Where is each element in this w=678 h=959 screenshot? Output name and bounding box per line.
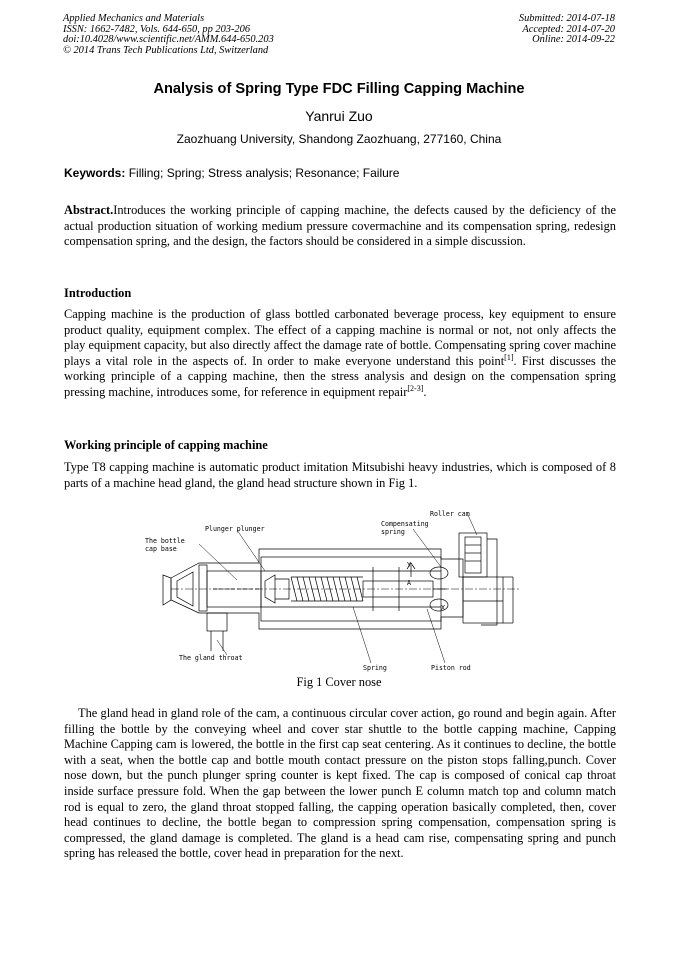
label-plunger: Plunger plunger: [205, 525, 265, 533]
abstract-label: Abstract.: [64, 203, 114, 217]
keywords: [64, 166, 616, 180]
working-principle-paragraph: Type T8 capping machine is automatic product imitation Mitsubishi heavy industries, which is composed of 8 parts of a machine head gland, the gland head structure shown in Fig 1.: [64, 460, 616, 490]
label-compensating-spring-1: Compensating: [381, 520, 429, 528]
label-mark-y: Y: [407, 561, 411, 569]
label-spring: Spring: [363, 664, 387, 672]
mechanical-drawing: [141, 505, 536, 673]
journal-info: [63, 14, 274, 56]
figure-1-caption: Fig 1 Cover nose: [296, 675, 382, 689]
issn-line: ISSN: 1662-7482, Vols. 644-650, pp 203-206: [63, 23, 251, 35]
label-gland-throat: The gland throat: [179, 654, 243, 662]
accepted-date: Accepted: 2014-07-20: [522, 23, 615, 35]
paper-title: Analysis of Spring Type FDC Filling Capping Machine: [153, 81, 525, 97]
gland-head-paragraph: The gland head in gland role of the cam, a continuous circular cover action, go round and begin again. After filling the bottle by the conveying wheel and cover star shuttle to the bottle capping machine, Capping Machine Capping cam is lowered, the bottle in the first cap seat centering. As it continues to decline, the bottle with a seat, when the bottle cap and bottle mouth contact pressure on the piston stops falling,punch. Cover nose down, but the punch plunger spring counter is kept fixed. The cap is composed of conical cap throat inside surface pressure fold. When the gap between the lower punch E column match top and column match rod is equal to zero, the gland throat stopped falling, the capping operation basically completed, then, cover head continues to decline, the bottle began to compression spring compensation, compensation spring is compressed, the gland damage is completed. The gland is a head cam rise, compensating spring and punch spring has released the bottle, cover head in preparation for the next.: [64, 706, 616, 861]
keywords-text: Filling; Spring; Stress analysis; Resonance; Failure: [125, 166, 400, 180]
intro-text-3: .: [423, 384, 427, 399]
label-mark-x: X: [441, 604, 445, 612]
label-roller-cam: Roller cam: [430, 510, 470, 518]
author-affiliation: Zaozhuang University, Shandong Zaozhuang, 277160, China: [176, 132, 502, 146]
label-piston-rod: Piston rod: [431, 664, 471, 672]
abstract-text: Introduces the working principle of capping machine, the defects caused by the deficiency of the actual production situation of working medium pressure covermachine and its compensation spring, redesign compensation spring, and the design, the factors should be considered in a simple discussion.: [64, 203, 616, 249]
label-bottle-cap-base-2: cap base: [145, 545, 177, 553]
intro-text-2: . First discusses the working principle of a capping machine, then the stress analysis and design on the compensation spring pressing machine, introduces some, for reference in equipment repair: [64, 353, 616, 399]
submission-dates: [519, 14, 615, 46]
intro-text-1: Capping machine is the production of glass bottled carbonated beverage process, key equipment to ensure product quality, equipment complex. The effect of a capping machine is normal or not, not only affects the play equipment capacity, but also directly affect the damage rate of bottle. Compensating spring cover machine plays a vital role in the aspects of. In order to make everyone understand this point: [64, 307, 616, 368]
doi-line: doi:10.4028/www.scientific.net/AMM.644-650.203: [63, 34, 274, 46]
keywords-label: Keywords:: [64, 166, 126, 180]
introduction-heading: Introduction: [64, 286, 132, 300]
label-bottle-cap-base-1: The bottle: [145, 537, 185, 545]
working-principle-heading: Working principle of capping machine: [64, 438, 268, 452]
citation-1: [1]: [504, 352, 514, 362]
figure-1-cover-nose-drawing: [141, 505, 536, 673]
submitted-date: Submitted: 2014-07-18: [518, 13, 615, 24]
citation-2-3: [2-3]: [407, 383, 424, 393]
abstract: [64, 203, 616, 250]
online-date: Online: 2014-09-22: [532, 34, 615, 46]
introduction-paragraph: [64, 307, 616, 401]
copyright-line: © 2014 Trans Tech Publications Ltd, Switzerland: [63, 44, 269, 56]
journal-name: Applied Mechanics and Materials: [63, 13, 205, 24]
author-name: Yanrui Zuo: [305, 108, 373, 124]
label-mark-a: A: [407, 579, 411, 587]
label-compensating-spring-2: spring: [381, 528, 405, 536]
